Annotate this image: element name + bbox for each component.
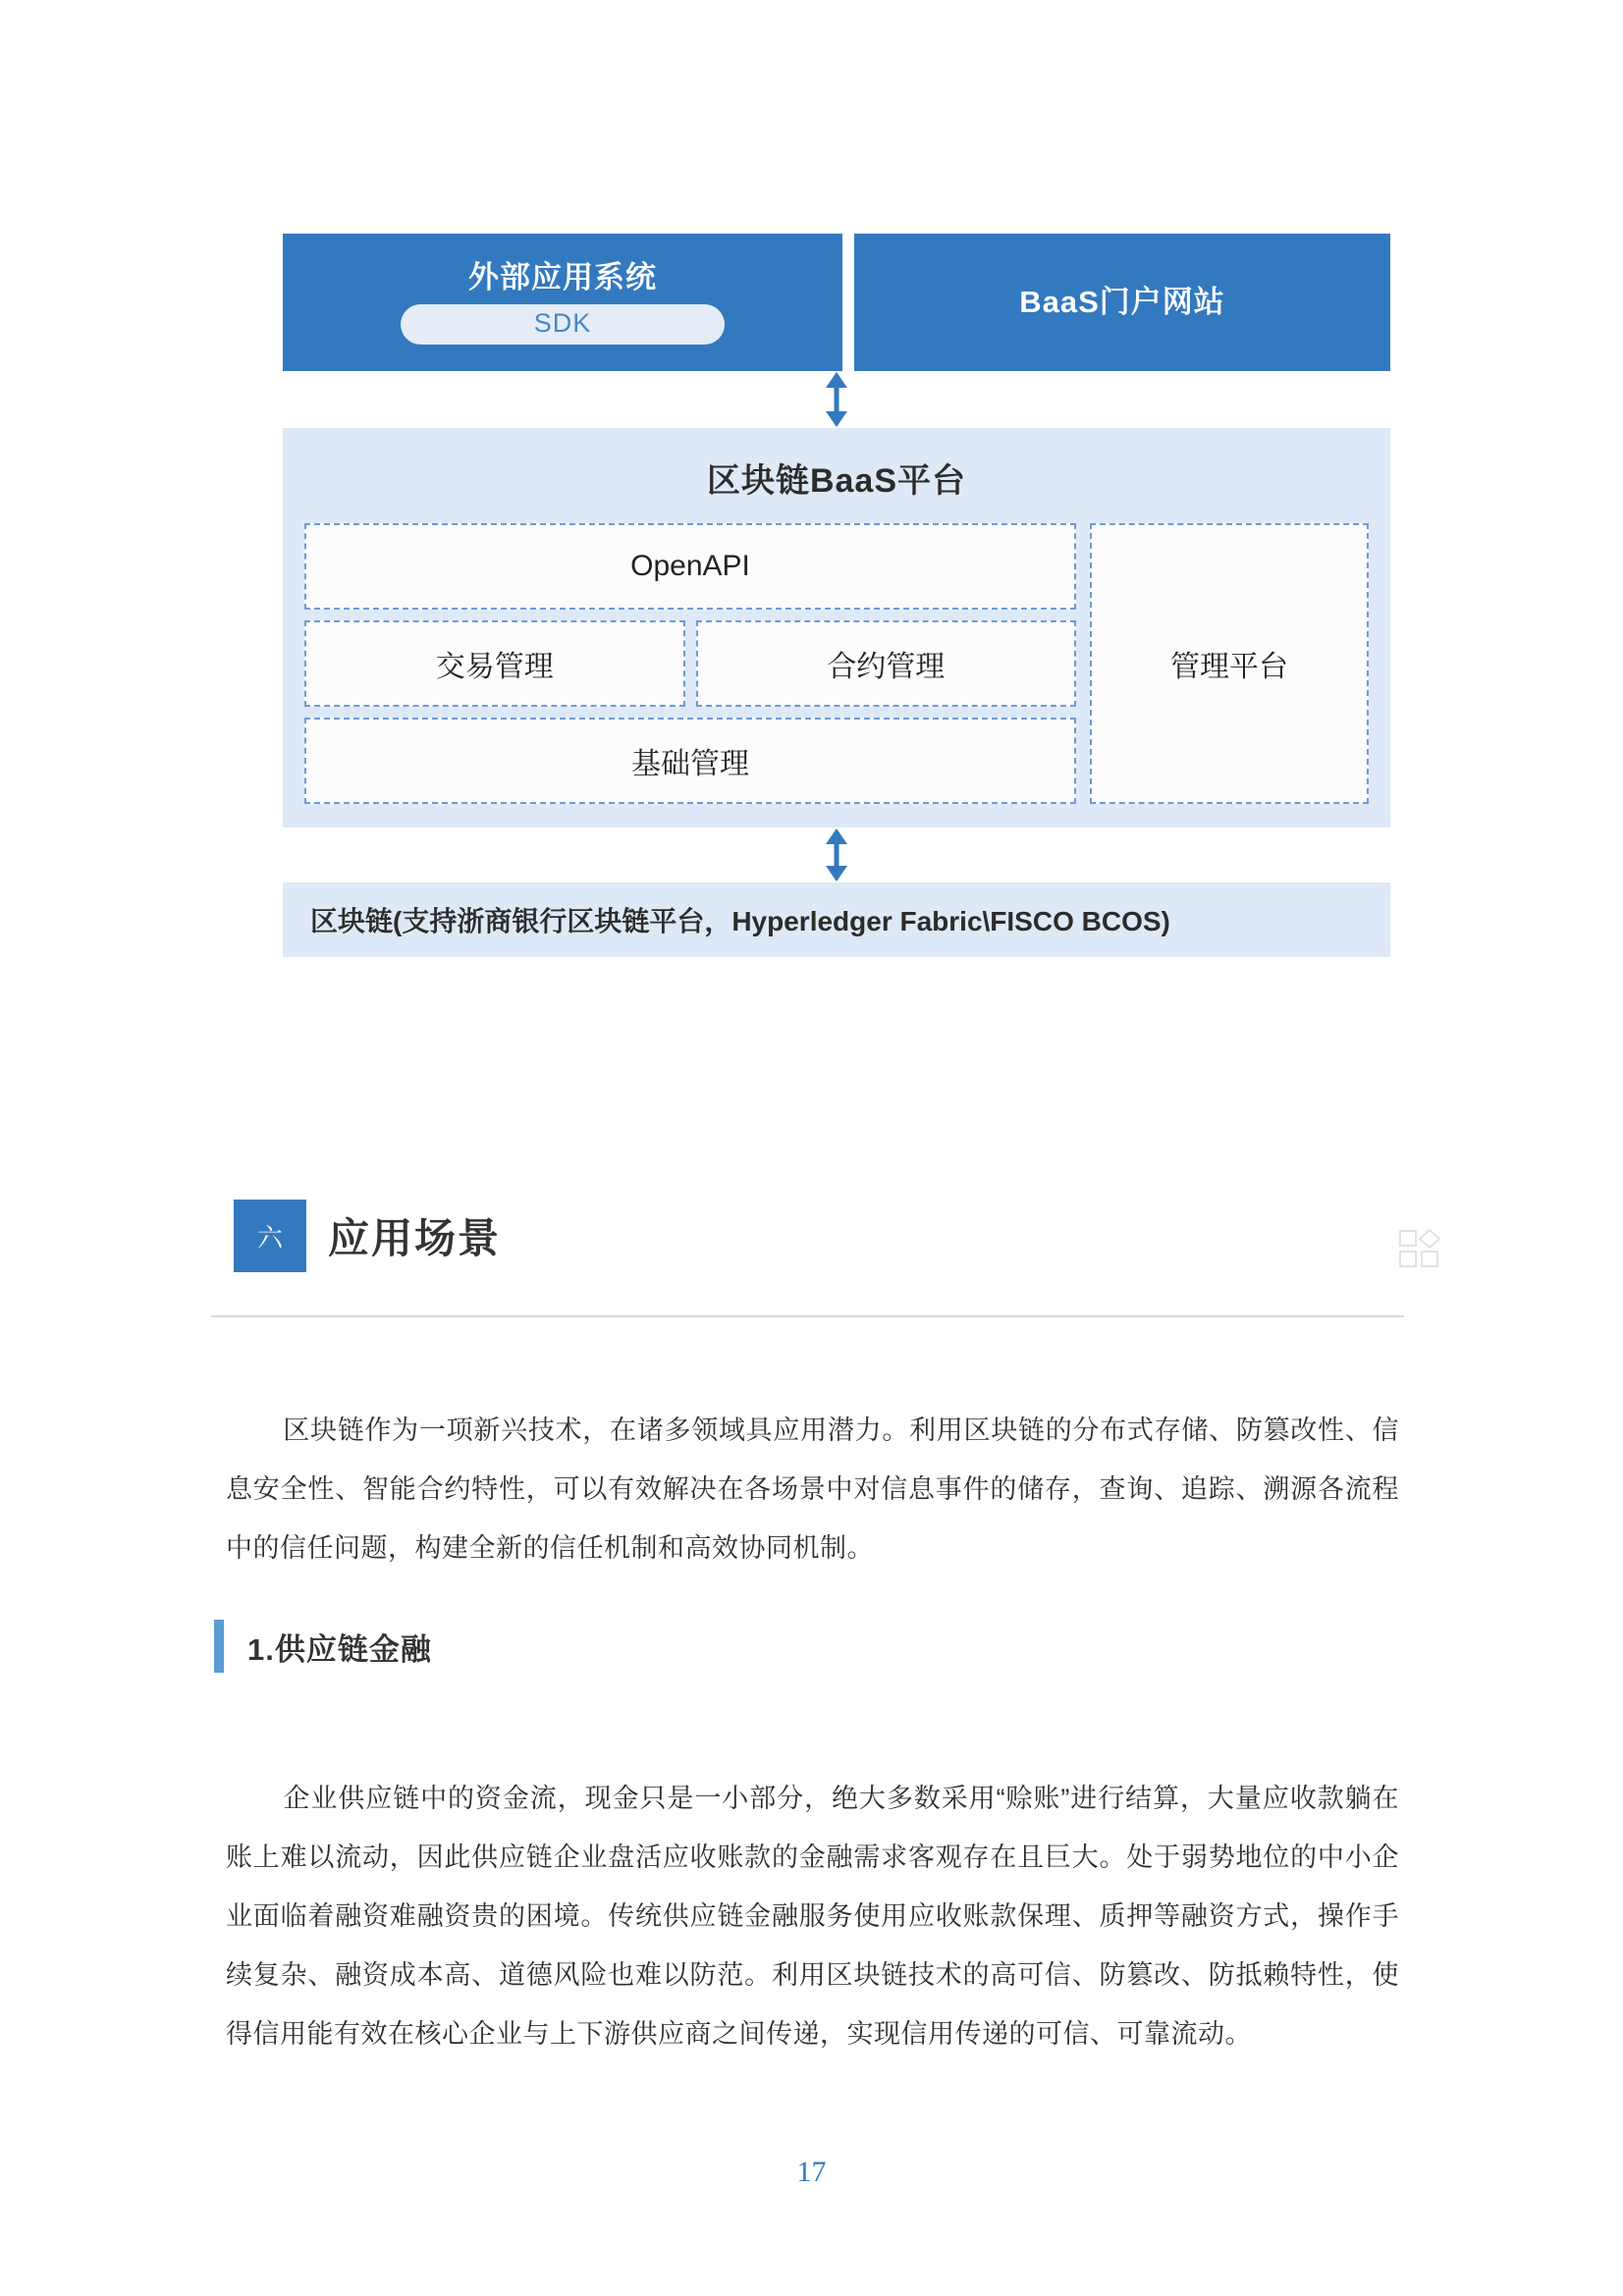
platform-body	[304, 523, 1369, 804]
lower-arrow-container	[283, 828, 1390, 882]
baas-architecture-diagram	[283, 234, 1390, 957]
openapi-box: OpenAPI	[304, 523, 1076, 610]
sdk-pill: SDK	[401, 304, 725, 345]
double-arrow-up-down-icon	[822, 372, 851, 427]
diagram-top-row	[283, 234, 1390, 371]
contract-management-box: 合约管理	[696, 620, 1077, 707]
subsection-heading	[214, 1620, 432, 1673]
baas-portal-website-box	[854, 234, 1390, 371]
page-number: 17	[796, 2156, 827, 2188]
platform-mid-row	[304, 620, 1076, 707]
management-platform-box: 管理平台	[1090, 523, 1369, 804]
section-heading	[234, 1200, 501, 1272]
supply-chain-paragraph-text: 企业供应链中的资金流，现金只是一小部分，绝大多数采用“赊账”进行结算，大量应收款躺在账上难以流动，因此供应链企业盘活应收账款的金融需求客观存在且巨大。处于弱势地位的中小企业面临着融资难融资贵的困境。传统供应链金融服务使用应收账款保理、质押等融资方式，操作手续复杂、融资成本高、道德风险也难以防范。利用区块链技术的高可信、防篡改、防抵赖特性，使得信用能有效在核心企业与上下游供应商之间传递，实现信用传递的可信、可靠流动。	[226, 1784, 1399, 2049]
upper-arrow-container	[283, 371, 1390, 428]
blockchain-layer-box: 区块链(支持浙商银行区块链平台，Hyperledger Fabric\FISCO BCOS)	[283, 882, 1390, 957]
intro-paragraph-text: 区块链作为一项新兴技术，在诸多领域具应用潜力。利用区块链的分布式存储、防篡改性、信息安全性、智能合约特性，可以有效解决在各场景中对信息事件的储存，查询、追踪、溯源各流程中的信任问题，构建全新的信任机制和高效协同机制。	[226, 1415, 1399, 1563]
section-number-badge: 六	[234, 1200, 306, 1272]
subsection-accent-bar	[214, 1620, 224, 1673]
grid-diamond-icon	[1399, 1229, 1440, 1268]
external-application-system-box	[283, 234, 842, 371]
basic-management-box: 基础管理	[304, 718, 1076, 804]
double-arrow-up-down-icon	[822, 828, 851, 881]
platform-title: 区块链BaaS平台	[706, 462, 967, 500]
transaction-management-box: 交易管理	[304, 620, 685, 707]
baas-portal-website-label: BaaS门户网站	[1019, 285, 1225, 320]
supply-chain-paragraph	[226, 1769, 1399, 2063]
intro-paragraph	[226, 1401, 1399, 1577]
subsection-title: 1.供应链金融	[247, 1631, 432, 1667]
section-title: 应用场景	[328, 1215, 502, 1261]
platform-left-column	[304, 523, 1076, 804]
blockchain-baas-platform-panel	[283, 428, 1390, 828]
section-divider	[211, 1315, 1404, 1317]
external-application-system-label: 外部应用系统	[468, 260, 657, 295]
